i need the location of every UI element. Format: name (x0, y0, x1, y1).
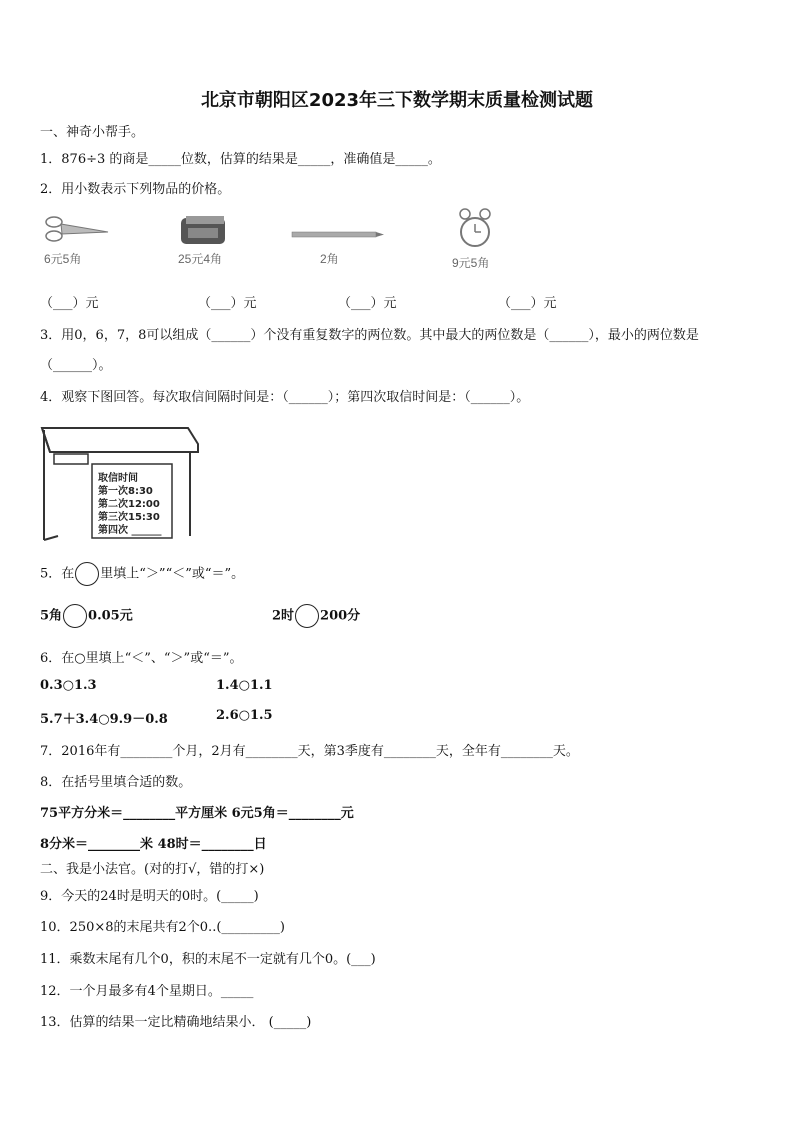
price-item-3 (290, 212, 390, 272)
ruler-icon (290, 212, 386, 246)
compare-expr-3: 5.7＋3.4○9.9－0.8 (40, 712, 168, 727)
question-5-suffix: 里填上“＞”“＜”或“＝”。 (100, 566, 245, 582)
price-label: 2角 (320, 252, 339, 266)
question-6: 6．在○里填上“＜”、“＞”或“＝”。 (40, 651, 243, 666)
question-8-line-1: 75平方分米＝________平方厘米 6元5角＝________元 (40, 806, 354, 821)
compare-circle[interactable] (63, 604, 87, 628)
compare-item-1 (40, 604, 133, 629)
alarm-clock-icon (452, 206, 498, 250)
compare-right: 200分 (320, 608, 361, 624)
compare-circle[interactable] (295, 604, 319, 628)
compare-expr-1: 0.3○1.3 (40, 678, 97, 693)
price-item-1 (44, 212, 114, 272)
mailbox-row: 第一次8:30 (98, 486, 153, 497)
question-8: 8．在括号里填合适的数。 (40, 775, 192, 790)
question-13: 13．估算的结果一定比精确地结果小． (_____) (40, 1015, 312, 1030)
compare-item-2 (272, 604, 360, 629)
compare-circle[interactable] (75, 562, 99, 586)
question-5-prefix: 5．在 (40, 566, 75, 582)
question-7: 7．2016年有________个月，2月有________天，第3季度有________天，全年有________天。 (40, 744, 579, 759)
compare-right: 0.05元 (88, 608, 133, 624)
section-heading-2: 二、我是小法官。(对的打√，错的打×) (40, 862, 265, 877)
question-4: 4．观察下图回答。每次取信间隔时间是：（______）；第四次取信时间是：（______）。 (40, 390, 530, 405)
answer-blank-3: （___）元 (338, 296, 397, 311)
price-label: 9元5角 (452, 256, 490, 270)
compare-expr-4: 2.6○1.5 (216, 708, 273, 723)
question-12: 12．一个月最多有4个星期日。_____ (40, 984, 254, 999)
mailbox-row: 第四次 ______ (98, 525, 162, 536)
mailbox-row: 第二次12:00 (98, 499, 160, 510)
question-1: 1．876÷3 的商是_____位数，估算的结果是_____，准确值是_____。 (40, 152, 441, 167)
mailbox-row: 第三次15:30 (98, 512, 160, 523)
question-8-line-2: 8分米＝________米 48时＝________日 (40, 837, 267, 852)
price-item-2 (178, 212, 248, 272)
question-11: 11．乘数末尾有几个0，积的末尾不一定就有几个0。(___) (40, 952, 376, 967)
question-9: 9．今天的24时是明天的0时。(_____) (40, 889, 259, 904)
question-2: 2．用小数表示下列物品的价格。 (40, 182, 231, 197)
page-title: 北京市朝阳区2023年三下数学期末质量检测试题 (200, 90, 594, 111)
answer-blank-4: （___）元 (498, 296, 557, 311)
price-item-4 (452, 206, 522, 272)
question-5 (40, 562, 244, 587)
price-label: 25元4角 (178, 252, 223, 266)
answer-blank-1: （___）元 (40, 296, 99, 311)
compare-expr-2: 1.4○1.1 (216, 678, 273, 693)
price-label: 6元5角 (44, 252, 82, 266)
answer-blank-2: （___）元 (198, 296, 257, 311)
mailbox-figure (36, 422, 206, 548)
question-3: 3．用0，6，7，8可以组成（______）个没有重复数字的两位数。其中最大的两位数是（______），最小的两位数是 (40, 328, 699, 343)
scissors-icon (44, 212, 110, 246)
question-3-cont: （______）。 (40, 358, 112, 373)
compare-left: 5角 (40, 608, 63, 624)
section-heading-1: 一、神奇小帮手。 (40, 125, 145, 140)
compare-left: 2时 (272, 608, 295, 624)
pencil-case-icon (178, 212, 230, 246)
question-10: 10．250×8的末尾共有2个0..(_________) (40, 920, 285, 935)
mailbox-heading: 取信时间 (98, 473, 138, 484)
